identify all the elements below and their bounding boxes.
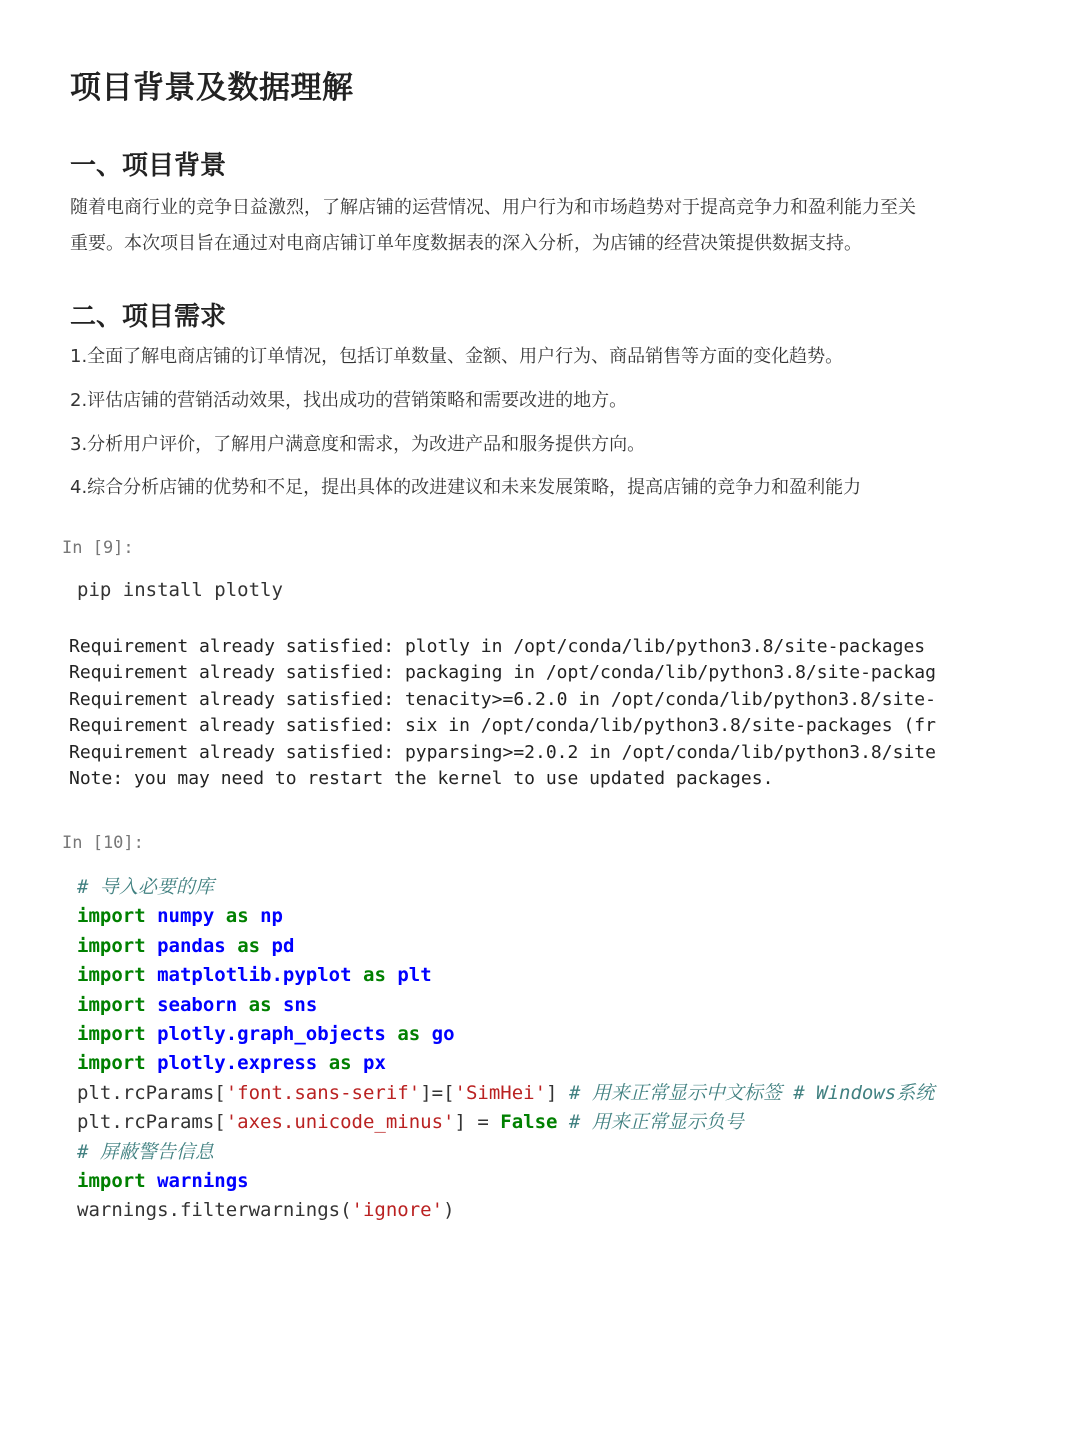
keyword-as: as [225,905,249,928]
output-line: Note: you may need to restart the kernel to use updated packages. [69,767,774,789]
module-name: numpy [157,905,215,928]
code-comment: # 屏蔽警告信息 [77,1140,214,1163]
background-paragraph [70,190,1010,262]
code-string: 'SimHei' [454,1081,547,1104]
module-name: plotly.graph_objects [157,1022,386,1045]
code-line-import [77,991,934,1020]
code-string: 'ignore' [351,1199,444,1222]
keyword-as: as [237,934,261,957]
code-line-comment [77,873,934,902]
module-alias: px [363,1052,386,1075]
section-heading-background: 一、项目背景 [70,151,227,181]
module-alias: np [260,905,283,928]
output-line: Requirement already satisfied: tenacity>=6.2.0 in /opt/conda/lib/python3.8/site- [69,688,936,710]
keyword-as: as [397,1022,421,1045]
code-comment: # 导入必要的库 [77,876,214,898]
code-text: plt.rcParams[ [77,1111,226,1134]
requirement-item-4: 4.综合分析店铺的优势和不足，提出具体的改进建议和未来发展策略，提高店铺的竞争力和盈利能力 [70,477,862,498]
keyword-import: import [77,1022,146,1045]
background-line-2: 重要。本次项目旨在通过对电商店铺订单年度数据表的深入分析，为店铺的经营决策提供数据支持。 [70,233,862,254]
module-alias: pd [271,934,295,957]
code-line-filterwarnings [77,1196,934,1225]
module-name: matplotlib.pyplot [157,964,352,987]
code-text: ) [443,1199,455,1222]
code-line-import [77,1049,934,1078]
code-text: ]=[ [420,1081,455,1104]
code-text: ] = [454,1111,501,1134]
cell-prompt-10: In [10]: [62,833,144,853]
module-name: seaborn [157,993,238,1016]
code-string: 'font.sans-serif' [225,1081,421,1104]
cell-input-imports[interactable] [77,873,934,1226]
code-line-import [77,932,934,961]
output-line: Requirement already satisfied: pyparsing>=2.0.2 in /opt/conda/lib/python3.8/site [69,741,936,763]
module-alias: go [431,1022,455,1045]
code-constant: False [500,1111,558,1134]
code-line-import-warnings [77,1167,934,1196]
code-line-comment [77,1138,934,1167]
keyword-as: as [363,964,386,987]
output-line: Requirement already satisfied: six in /opt/conda/lib/python3.8/site-packages (fr [69,715,936,737]
cell-prompt-9: In [9]: [62,538,134,558]
section-heading-requirements: 二、项目需求 [70,302,227,332]
page-title: 项目背景及数据理解 [70,70,354,106]
cell-output-pip [69,634,1009,792]
code-comment: # 用来正常显示负号 [568,1111,744,1134]
code-text: ] [546,1081,558,1104]
keyword-as: as [248,993,272,1016]
code-line-import [77,961,934,990]
code-text: plt.rcParams[ [77,1081,226,1104]
keyword-import: import [77,964,146,987]
keyword-import: import [77,934,146,957]
code-text: warnings.filterwarnings( [77,1199,352,1222]
requirement-item-3: 3.分析用户评价，了解用户满意度和需求，为改进产品和服务提供方向。 [70,434,646,455]
keyword-as: as [328,1052,352,1075]
code-line-import [77,902,934,931]
output-line: Requirement already satisfied: packaging in /opt/conda/lib/python3.8/site-packag [69,662,936,684]
code-line-rcparams-font [77,1079,934,1108]
cell-input-pip-install[interactable]: pip install plotly [77,579,283,601]
output-line: Requirement already satisfied: plotly in /opt/conda/lib/python3.8/site-packages [69,636,926,657]
module-name: warnings [157,1169,249,1192]
keyword-import: import [77,905,146,928]
keyword-import: import [77,993,146,1016]
code-line-import [77,1020,934,1049]
code-comment: # 用来正常显示中文标签 # Windows系统 [568,1081,935,1104]
keyword-import: import [77,1052,146,1075]
module-name: pandas [157,934,226,957]
requirement-item-1: 1.全面了解电商店铺的订单情况，包括订单数量、金额、用户行为、商品销售等方面的变化趋势。 [70,346,844,367]
module-alias: plt [397,964,432,987]
module-name: plotly.express [157,1052,318,1075]
keyword-import: import [77,1169,146,1192]
background-line-1: 随着电商行业的竞争日益激烈，了解店铺的运营情况、用户行为和市场趋势对于提高竞争力和盈利能力至关 [70,197,916,218]
code-line-rcparams-minus [77,1108,934,1137]
code-string: 'axes.unicode_minus' [225,1111,455,1134]
requirement-item-2: 2.评估店铺的营销活动效果，找出成功的营销策略和需要改进的地方。 [70,390,628,411]
module-alias: sns [282,993,318,1016]
